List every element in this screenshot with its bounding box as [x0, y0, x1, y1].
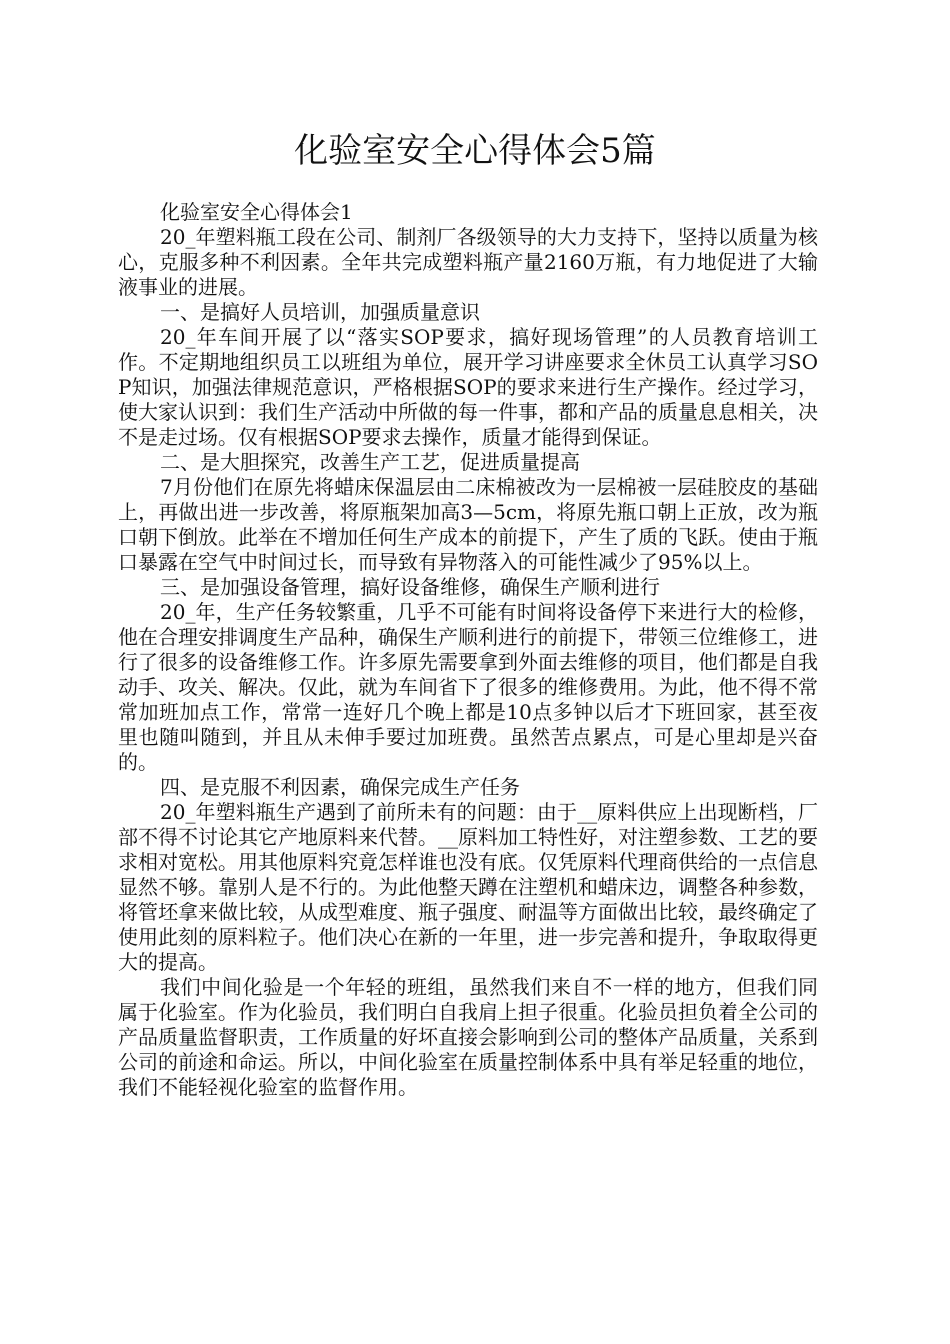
- section-heading: 三、是加强设备管理，搞好设备维修，确保生产顺利进行: [160, 575, 660, 599]
- document-title: 化验室安全心得体会5篇: [294, 131, 656, 171]
- body-paragraph: 20_年车间开展了以“落实SOP要求，搞好现场管理”的人员教育培训工作。不定期地组织员工以班组为单位，展开学习讲座要求全休员工认真学习SOP知识，加强法律规范意识，严格根据SOP的要求来进行生产操作。经过学习，使大家认识到：我们生产活动中所做的每一件事，都和产品的质量息息相关，决不是走过场。仅有根据SOP要求去操作，质量才能得到保证。: [118, 325, 818, 449]
- section-heading: 化验室安全心得体会1: [160, 200, 353, 224]
- body-paragraph: 7月份他们在原先将蜡床保温层由二床棉被改为一层棉被一层硅胶皮的基础上，再做出进一步改善，将原瓶架加高3—5cm，将原先瓶口朝上正放，改为瓶口朝下倒放。此举在不增加任何生产成本的前提下，产生了质的飞跃。使由于瓶口暴露在空气中时间过长，而导致有异物落入的可能性减少了95%以上。: [118, 475, 818, 574]
- body-paragraph: 20_年塑料瓶生产遇到了前所未有的问题：由于__原料供应上出现断档，厂部不得不讨论其它产地原料来代替。__原料加工特性好，对注塑参数、工艺的要求相对宽松。用其他原料究竟怎样谁也没有底。仅凭原料代理商供给的一点信息显然不够。靠别人是不行的。为此他整天蹲在注塑机和蜡床边，调整各种参数，将管坯拿来做比较，从成型难度、瓶子强度、耐温等方面做出比较，最终确定了使用此刻的原料粒子。他们决心在新的一年里，进一步完善和提升，争取取得更大的提高。: [118, 800, 818, 974]
- body-paragraph: 20_年，生产任务较繁重，几乎不可能有时间将设备停下来进行大的检修，他在合理安排调度生产品种，确保生产顺利进行的前提下，带领三位维修工，进行了很多的设备维修工作。许多原先需要拿到外面去维修的项目，他们都是自我动手、攻关、解决。仅此，就为车间省下了很多的维修费用。为此，他不得不常常加班加点工作，常常一连好几个晚上都是10点多钟以后才下班回家，甚至夜里也随叫随到，并且从未伸手要过加班费。虽然苦点累点，可是心里却是兴奋的。: [118, 600, 818, 774]
- section-heading: 二、是大胆探究，改善生产工艺，促进质量提高: [160, 450, 580, 474]
- section-heading: 一、是搞好人员培训，加强质量意识: [160, 300, 480, 324]
- document-body: [118, 200, 818, 1100]
- body-paragraph: 20_年塑料瓶工段在公司、制剂厂各级领导的大力支持下，坚持以质量为核心，克服多种不利因素。全年共完成塑料瓶产量2160万瓶，有力地促进了大输液事业的进展。: [118, 225, 818, 299]
- body-paragraph: 我们中间化验是一个年轻的班组，虽然我们来自不一样的地方，但我们同属于化验室。作为化验员，我们明白自我肩上担子很重。化验员担负着全公司的产品质量监督职责，工作质量的好坏直接会影响到公司的整体产品质量，关系到公司的前途和命运。所以，中间化验室在质量控制体系中具有举足轻重的地位，我们不能轻视化验室的监督作用。: [118, 975, 818, 1099]
- section-heading: 四、是克服不利因素，确保完成生产任务: [160, 775, 520, 799]
